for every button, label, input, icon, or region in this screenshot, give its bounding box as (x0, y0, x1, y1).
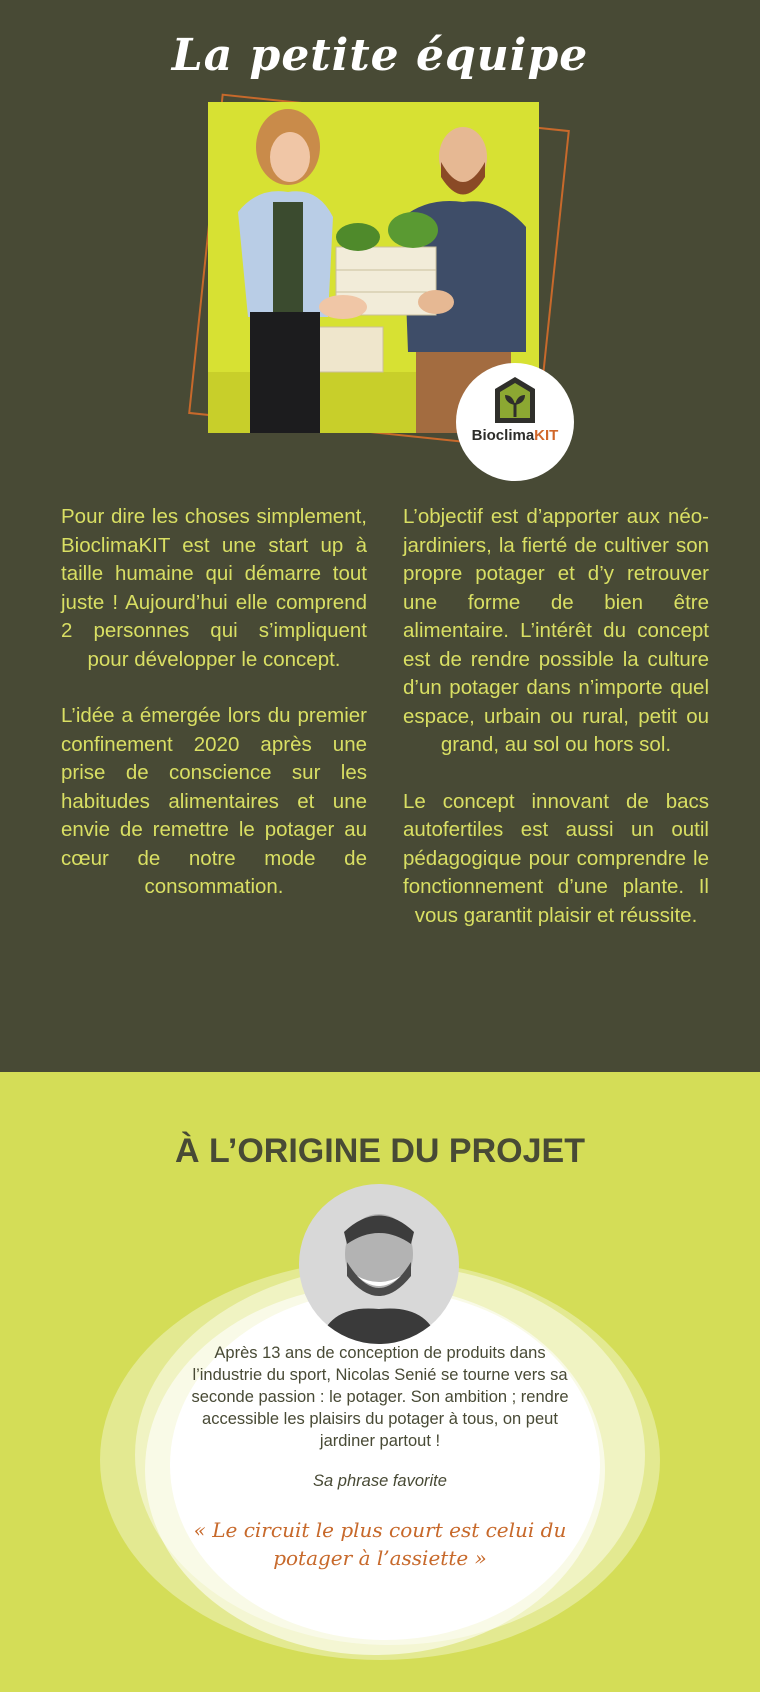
logo-wordmark: BioclimaKIT (471, 427, 559, 444)
left-paragraph-1: Pour dire les choses simplement, BioclimaKIT est une start up à taille humaine qui démarre tout juste ! Aujourd’hui elle comprend 2 personnes qui s’impliquent pour développer le concept. (61, 505, 367, 671)
favorite-phrase-label: Sa phrase favorite (313, 1472, 447, 1490)
favorite-quote: « Le circuit le plus court est celui du potager à l’assiette » (193, 1518, 567, 1570)
founder-portrait (299, 1184, 459, 1344)
team-photo-block (190, 85, 580, 485)
right-paragraph-2: Le concept innovant de bacs autofertiles est aussi un outil pédagogique pour comprendre le fonctionnement d’une plante. Il vous garantit plaisir et réussite. (403, 789, 709, 927)
greenhouse-icon (491, 375, 539, 425)
bioclimakit-logo (456, 363, 574, 481)
right-column (403, 503, 709, 958)
left-column (61, 503, 367, 930)
origin-title: À L’ORIGINE DU PROJET (175, 1132, 585, 1170)
founder-bio: Après 13 ans de conception de produits dans l’industrie du sport, Nicolas Senié se tourne vers sa seconde passion : le potager. Son ambition ; rendre accessible les plaisirs du potager à tous, on peut jardiner partout ! (191, 1344, 569, 1450)
team-title: La petite équipe (171, 30, 589, 81)
right-paragraph-1: L’objectif est d’apporter aux néo-jardiniers, la fierté de cultiver son propre potager et d’y retrouver une forme de bien être alimentaire. L’intérêt du concept est de rendre possible la culture d’un potager dans n’importe quel espace, urbain ou rural, petit ou grand, au sol ou hors sol. (403, 505, 709, 756)
left-paragraph-2: L’idée a émergée lors du premier confinement 2020 après une prise de conscience sur les habitudes alimentaires et une envie de remettre le potager au cœur de notre mode de consommation. (61, 704, 367, 898)
